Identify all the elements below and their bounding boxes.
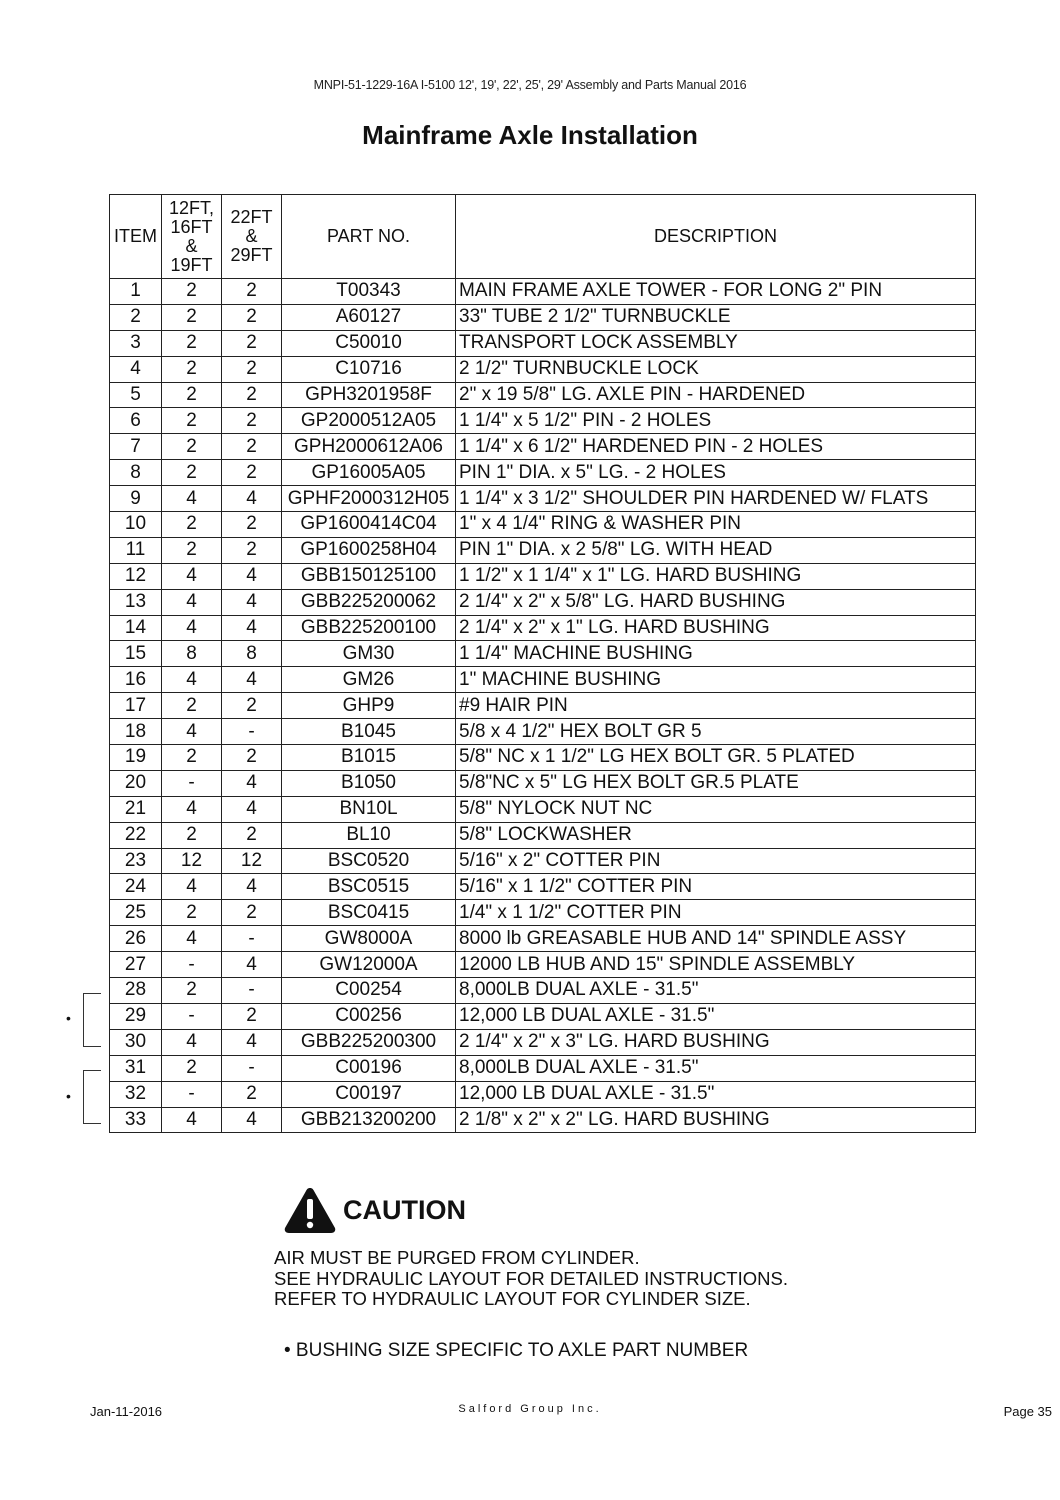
cell-description: 1 1/2" x 1 1/4" x 1" LG. HARD BUSHING — [456, 563, 976, 589]
cell-qty-22-29ft: - — [222, 978, 282, 1004]
cell-part-no: GHP9 — [282, 693, 456, 719]
cell-qty-12-16-19ft: - — [162, 770, 222, 796]
cell-qty-22-29ft: 4 — [222, 952, 282, 978]
cell-description: 12,000 LB DUAL AXLE - 31.5" — [456, 1003, 976, 1029]
table-row — [110, 304, 976, 330]
cell-description: 12,000 LB DUAL AXLE - 31.5" — [456, 1081, 976, 1107]
column-header-12-16-19ft — [162, 195, 222, 279]
cell-item: 7 — [110, 434, 162, 460]
cell-description: 2 1/2" TURNBUCKLE LOCK — [456, 356, 976, 382]
cell-qty-12-16-19ft: - — [162, 952, 222, 978]
cell-qty-22-29ft: - — [222, 1055, 282, 1081]
table-row — [110, 926, 976, 952]
cell-description: TRANSPORT LOCK ASSEMBLY — [456, 330, 976, 356]
table-row — [110, 978, 976, 1004]
cell-part-no: GW8000A — [282, 926, 456, 952]
cell-item: 4 — [110, 356, 162, 382]
cell-qty-22-29ft: - — [222, 926, 282, 952]
cell-qty-12-16-19ft: 4 — [162, 796, 222, 822]
cell-item: 25 — [110, 900, 162, 926]
cell-part-no: T00343 — [282, 279, 456, 305]
cell-description: 33" TUBE 2 1/2" TURNBUCKLE — [456, 304, 976, 330]
cell-description: 2 1/4" x 2" x 3" LG. HARD BUSHING — [456, 1029, 976, 1055]
table-row — [110, 1003, 976, 1029]
caution-notes — [274, 1248, 788, 1310]
cell-qty-12-16-19ft: 2 — [162, 304, 222, 330]
cell-description: 1" x 4 1/4" RING & WASHER PIN — [456, 512, 976, 538]
cell-item: 6 — [110, 408, 162, 434]
axle-group-marker-2: • — [66, 1088, 71, 1104]
cell-item: 14 — [110, 615, 162, 641]
cell-item: 30 — [110, 1029, 162, 1055]
cell-item: 9 — [110, 486, 162, 512]
cell-part-no: GPH2000612A06 — [282, 434, 456, 460]
cell-item: 32 — [110, 1081, 162, 1107]
cell-qty-22-29ft: 2 — [222, 900, 282, 926]
cell-item: 15 — [110, 641, 162, 667]
cell-item: 8 — [110, 460, 162, 486]
table-row — [110, 408, 976, 434]
table-row — [110, 900, 976, 926]
caution-label: CAUTION — [343, 1194, 466, 1225]
cell-qty-22-29ft: 2 — [222, 382, 282, 408]
table-row — [110, 719, 976, 745]
cell-qty-12-16-19ft: 12 — [162, 848, 222, 874]
cell-qty-22-29ft: 4 — [222, 486, 282, 512]
cell-part-no: GM30 — [282, 641, 456, 667]
cell-qty-12-16-19ft: 4 — [162, 615, 222, 641]
cell-item: 29 — [110, 1003, 162, 1029]
cell-qty-22-29ft: 2 — [222, 512, 282, 538]
cell-qty-12-16-19ft: 4 — [162, 719, 222, 745]
cell-qty-22-29ft: 8 — [222, 641, 282, 667]
cell-part-no: BSC0415 — [282, 900, 456, 926]
cell-description: 1" MACHINE BUSHING — [456, 667, 976, 693]
table-row — [110, 1107, 976, 1133]
table-row — [110, 848, 976, 874]
cell-item: 10 — [110, 512, 162, 538]
cell-qty-12-16-19ft: 2 — [162, 745, 222, 771]
cell-description: 5/16" x 2" COTTER PIN — [456, 848, 976, 874]
cell-description: 1 1/4" x 6 1/2" HARDENED PIN - 2 HOLES — [456, 434, 976, 460]
cell-part-no: GBB225200300 — [282, 1029, 456, 1055]
cell-part-no: GPH3201958F — [282, 382, 456, 408]
cell-description: 1 1/4" MACHINE BUSHING — [456, 641, 976, 667]
cell-part-no: C10716 — [282, 356, 456, 382]
cell-part-no: GW12000A — [282, 952, 456, 978]
cell-item: 33 — [110, 1107, 162, 1133]
cell-qty-22-29ft: 2 — [222, 822, 282, 848]
parts-table — [109, 194, 976, 1133]
table-row — [110, 1081, 976, 1107]
cell-qty-12-16-19ft: - — [162, 1003, 222, 1029]
cell-description: 2 1/4" x 2" x 5/8" LG. HARD BUSHING — [456, 589, 976, 615]
cell-qty-12-16-19ft: 2 — [162, 693, 222, 719]
axle-group-marker-1: • — [66, 1010, 71, 1026]
bushing-note: • BUSHING SIZE SPECIFIC TO AXLE PART NUMBER — [284, 1340, 749, 1361]
column-header-part-no: PART NO. — [282, 195, 456, 279]
cell-description: 2" x 19 5/8" LG. AXLE PIN - HARDENED — [456, 382, 976, 408]
cell-qty-12-16-19ft: 2 — [162, 356, 222, 382]
table-row — [110, 641, 976, 667]
cell-item: 28 — [110, 978, 162, 1004]
cell-part-no: C50010 — [282, 330, 456, 356]
table-row — [110, 796, 976, 822]
cell-qty-12-16-19ft: 2 — [162, 382, 222, 408]
cell-description: 5/8 x 4 1/2" HEX BOLT GR 5 — [456, 719, 976, 745]
cell-qty-12-16-19ft: 2 — [162, 408, 222, 434]
cell-qty-12-16-19ft: 4 — [162, 486, 222, 512]
cell-item: 20 — [110, 770, 162, 796]
cell-qty-22-29ft: 2 — [222, 304, 282, 330]
table-row — [110, 1029, 976, 1055]
cell-item: 12 — [110, 563, 162, 589]
table-row — [110, 1055, 976, 1081]
table-row — [110, 589, 976, 615]
cell-description: 5/8" NC x 1 1/2" LG HEX BOLT GR. 5 PLATED — [456, 745, 976, 771]
footer-date: Jan-11-2016 — [90, 1404, 163, 1419]
parts-table-body — [110, 279, 976, 1133]
cell-part-no: C00197 — [282, 1081, 456, 1107]
document-header: MNPI-51-1229-16A I-5100 12', 19', 22', 25', 29' Assembly and Parts Manual 2016 — [313, 78, 747, 92]
cell-part-no: B1015 — [282, 745, 456, 771]
cell-qty-12-16-19ft: 2 — [162, 279, 222, 305]
cell-item: 31 — [110, 1055, 162, 1081]
cell-qty-22-29ft: 4 — [222, 796, 282, 822]
cell-qty-22-29ft: 2 — [222, 434, 282, 460]
table-header-row — [110, 195, 976, 279]
table-row — [110, 770, 976, 796]
cell-qty-12-16-19ft: 2 — [162, 512, 222, 538]
cell-qty-22-29ft: 2 — [222, 279, 282, 305]
cell-qty-12-16-19ft: 4 — [162, 1029, 222, 1055]
table-row — [110, 874, 976, 900]
cell-description: 5/8" LOCKWASHER — [456, 822, 976, 848]
cell-item: 21 — [110, 796, 162, 822]
table-row — [110, 330, 976, 356]
cell-qty-12-16-19ft: 4 — [162, 1107, 222, 1133]
axle-group-bracket-2 — [83, 1070, 101, 1124]
cell-part-no: GBB150125100 — [282, 563, 456, 589]
cell-qty-22-29ft: 2 — [222, 1081, 282, 1107]
caution-line: AIR MUST BE PURGED FROM CYLINDER. — [274, 1247, 640, 1268]
cell-qty-22-29ft: 4 — [222, 667, 282, 693]
table-row — [110, 952, 976, 978]
table-row — [110, 563, 976, 589]
cell-part-no: GBB225200100 — [282, 615, 456, 641]
table-row — [110, 512, 976, 538]
cell-item: 17 — [110, 693, 162, 719]
cell-qty-12-16-19ft: 2 — [162, 1055, 222, 1081]
cell-description: PIN 1" DIA. x 5" LG. - 2 HOLES — [456, 460, 976, 486]
column-header-item: ITEM — [110, 195, 162, 279]
cell-qty-22-29ft: 2 — [222, 693, 282, 719]
cell-qty-22-29ft: 4 — [222, 1107, 282, 1133]
cell-part-no: GM26 — [282, 667, 456, 693]
cell-qty-12-16-19ft: 4 — [162, 926, 222, 952]
cell-description: 2 1/4" x 2" x 1" LG. HARD BUSHING — [456, 615, 976, 641]
cell-item: 3 — [110, 330, 162, 356]
table-row — [110, 486, 976, 512]
table-row — [110, 460, 976, 486]
cell-qty-22-29ft: 2 — [222, 745, 282, 771]
table-row — [110, 745, 976, 771]
cell-qty-22-29ft: 2 — [222, 460, 282, 486]
cell-qty-12-16-19ft: - — [162, 1081, 222, 1107]
cell-description: 5/8" NYLOCK NUT NC — [456, 796, 976, 822]
column-header-12-16-19ft-text: 12FT, 16FT & 19FT — [168, 197, 215, 275]
cell-item: 11 — [110, 537, 162, 563]
table-row — [110, 356, 976, 382]
cell-description: 8,000LB DUAL AXLE - 31.5" — [456, 1055, 976, 1081]
cell-part-no: A60127 — [282, 304, 456, 330]
cell-part-no: GBB225200062 — [282, 589, 456, 615]
cell-qty-12-16-19ft: 4 — [162, 874, 222, 900]
cell-qty-12-16-19ft: 2 — [162, 822, 222, 848]
column-header-description: DESCRIPTION — [456, 195, 976, 279]
cell-qty-22-29ft: 4 — [222, 1029, 282, 1055]
cell-part-no: BL10 — [282, 822, 456, 848]
cell-item: 19 — [110, 745, 162, 771]
cell-qty-12-16-19ft: 2 — [162, 900, 222, 926]
cell-description: 1/4" x 1 1/2" COTTER PIN — [456, 900, 976, 926]
cell-item: 18 — [110, 719, 162, 745]
caution-line: REFER TO HYDRAULIC LAYOUT FOR CYLINDER SIZE. — [274, 1288, 751, 1309]
cell-description: 8,000LB DUAL AXLE - 31.5" — [456, 978, 976, 1004]
cell-part-no: C00196 — [282, 1055, 456, 1081]
cell-item: 23 — [110, 848, 162, 874]
cell-qty-12-16-19ft: 2 — [162, 434, 222, 460]
cell-item: 26 — [110, 926, 162, 952]
cell-part-no: GP2000512A05 — [282, 408, 456, 434]
cell-qty-12-16-19ft: 2 — [162, 978, 222, 1004]
cell-item: 2 — [110, 304, 162, 330]
table-row — [110, 434, 976, 460]
cell-item: 1 — [110, 279, 162, 305]
table-row — [110, 667, 976, 693]
cell-qty-22-29ft: 2 — [222, 537, 282, 563]
cell-qty-22-29ft: - — [222, 719, 282, 745]
cell-description: 1 1/4" x 3 1/2" SHOULDER PIN HARDENED W/ FLATS — [456, 486, 976, 512]
cell-description: MAIN FRAME AXLE TOWER - FOR LONG 2" PIN — [456, 279, 976, 305]
warning-triangle-icon — [283, 1186, 337, 1234]
cell-description: 1 1/4" x 5 1/2" PIN - 2 HOLES — [456, 408, 976, 434]
page-title: Mainframe Axle Installation — [362, 120, 698, 150]
cell-part-no: C00254 — [282, 978, 456, 1004]
cell-qty-22-29ft: 2 — [222, 1003, 282, 1029]
cell-qty-12-16-19ft: 8 — [162, 641, 222, 667]
cell-part-no: GP1600258H04 — [282, 537, 456, 563]
cell-part-no: B1050 — [282, 770, 456, 796]
cell-description: #9 HAIR PIN — [456, 693, 976, 719]
table-row — [110, 822, 976, 848]
cell-qty-12-16-19ft: 4 — [162, 589, 222, 615]
column-header-22-29ft — [222, 195, 282, 279]
cell-description: 12000 LB HUB AND 15" SPINDLE ASSEMBLY — [456, 952, 976, 978]
cell-description: PIN 1" DIA. x 2 5/8" LG. WITH HEAD — [456, 537, 976, 563]
cell-qty-12-16-19ft: 2 — [162, 460, 222, 486]
cell-item: 16 — [110, 667, 162, 693]
cell-description: 2 1/8" x 2" x 2" LG. HARD BUSHING — [456, 1107, 976, 1133]
cell-qty-22-29ft: 4 — [222, 615, 282, 641]
table-row — [110, 537, 976, 563]
cell-part-no: GBB213200200 — [282, 1107, 456, 1133]
footer-page-number: Page 35 — [1003, 1404, 1052, 1419]
cell-item: 13 — [110, 589, 162, 615]
table-row — [110, 693, 976, 719]
cell-item: 24 — [110, 874, 162, 900]
table-row — [110, 279, 976, 305]
cell-part-no: B1045 — [282, 719, 456, 745]
cell-part-no: C00256 — [282, 1003, 456, 1029]
cell-qty-12-16-19ft: 4 — [162, 563, 222, 589]
caution-line: SEE HYDRAULIC LAYOUT FOR DETAILED INSTRUCTIONS. — [274, 1267, 788, 1289]
cell-part-no: BSC0520 — [282, 848, 456, 874]
axle-group-bracket-1 — [83, 993, 101, 1047]
caution-heading — [283, 1186, 466, 1234]
cell-qty-12-16-19ft: 4 — [162, 667, 222, 693]
cell-part-no: GP1600414C04 — [282, 512, 456, 538]
cell-description: 5/8"NC x 5" LG HEX BOLT GR.5 PLATE — [456, 770, 976, 796]
cell-item: 5 — [110, 382, 162, 408]
cell-description: 8000 lb GREASABLE HUB AND 14" SPINDLE ASSY — [456, 926, 976, 952]
cell-part-no: GPHF2000312H05 — [282, 486, 456, 512]
cell-item: 27 — [110, 952, 162, 978]
cell-qty-22-29ft: 12 — [222, 848, 282, 874]
cell-qty-22-29ft: 4 — [222, 589, 282, 615]
footer-company: Salford Group Inc. — [458, 1403, 602, 1415]
cell-qty-22-29ft: 4 — [222, 563, 282, 589]
cell-item: 22 — [110, 822, 162, 848]
table-row — [110, 382, 976, 408]
cell-qty-12-16-19ft: 2 — [162, 537, 222, 563]
cell-qty-12-16-19ft: 2 — [162, 330, 222, 356]
column-header-22-29ft-text: 22FT & 29FT — [230, 207, 273, 265]
cell-part-no: BSC0515 — [282, 874, 456, 900]
table-row — [110, 615, 976, 641]
cell-qty-22-29ft: 2 — [222, 330, 282, 356]
cell-qty-22-29ft: 4 — [222, 874, 282, 900]
cell-part-no: GP16005A05 — [282, 460, 456, 486]
cell-description: 5/16" x 1 1/2" COTTER PIN — [456, 874, 976, 900]
cell-qty-22-29ft: 4 — [222, 770, 282, 796]
cell-qty-22-29ft: 2 — [222, 408, 282, 434]
cell-qty-22-29ft: 2 — [222, 356, 282, 382]
cell-part-no: BN10L — [282, 796, 456, 822]
